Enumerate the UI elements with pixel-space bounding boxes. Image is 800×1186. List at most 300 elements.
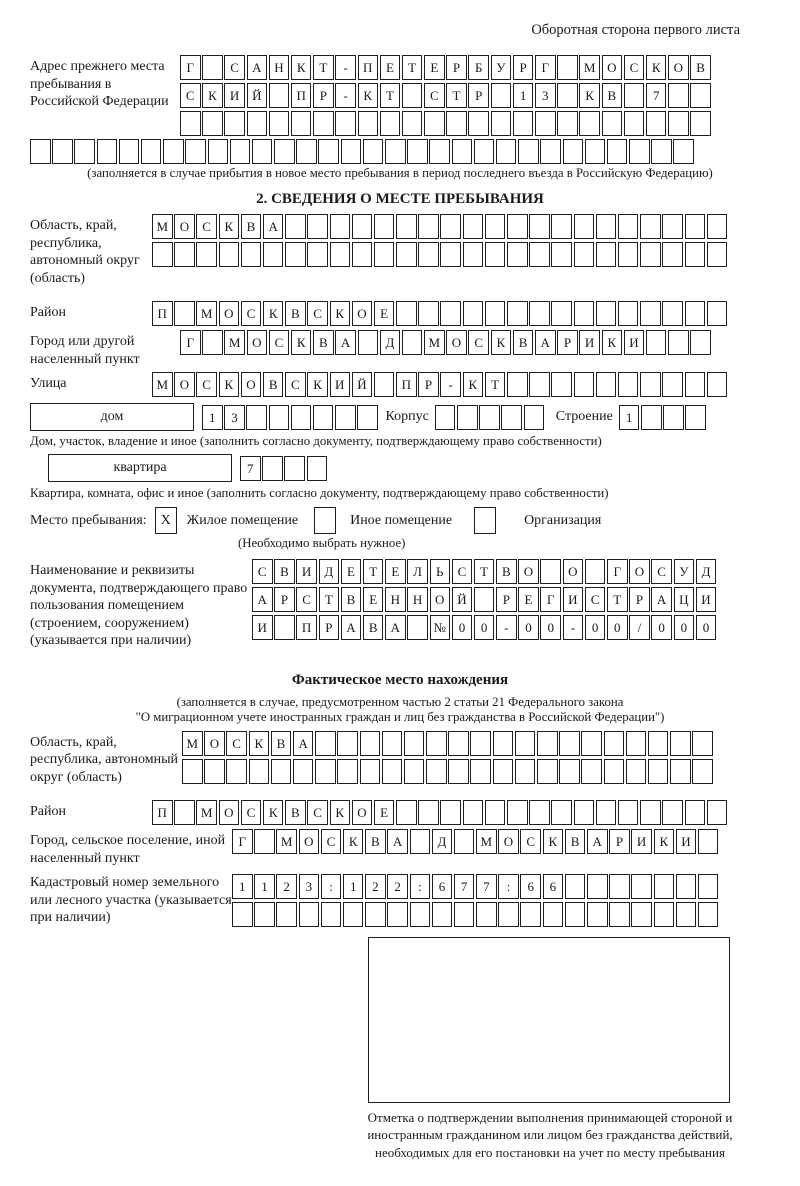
char-cell[interactable]: Е	[424, 55, 445, 80]
char-cell[interactable]: А	[385, 615, 406, 640]
char-cell[interactable]: В	[241, 214, 262, 239]
stay-type-checkbox-residential[interactable]: X	[155, 507, 177, 534]
char-cell[interactable]	[485, 242, 506, 267]
char-cell[interactable]: А	[252, 587, 273, 612]
char-cell[interactable]	[574, 242, 595, 267]
char-cell[interactable]	[585, 559, 606, 584]
char-cell[interactable]: К	[291, 55, 312, 80]
char-cell[interactable]: А	[387, 829, 408, 854]
char-cell[interactable]	[641, 405, 662, 430]
char-cell[interactable]	[440, 800, 461, 825]
char-cell[interactable]	[196, 242, 217, 267]
char-cell[interactable]	[269, 405, 290, 430]
char-cell[interactable]	[563, 139, 584, 164]
char-cell[interactable]	[485, 214, 506, 239]
char-cell[interactable]	[291, 111, 312, 136]
char-cell[interactable]: К	[358, 83, 379, 108]
char-cell[interactable]	[202, 111, 223, 136]
char-cell[interactable]	[358, 330, 379, 355]
char-cell[interactable]	[470, 731, 491, 756]
char-cell[interactable]: С	[224, 55, 245, 80]
char-cell[interactable]	[707, 214, 728, 239]
char-cell[interactable]	[374, 242, 395, 267]
char-cell[interactable]: С	[296, 587, 317, 612]
char-cell[interactable]	[352, 214, 373, 239]
char-cell[interactable]	[252, 139, 273, 164]
char-cell[interactable]: К	[463, 372, 484, 397]
char-cell[interactable]: -	[563, 615, 584, 640]
char-cell[interactable]: 0	[452, 615, 473, 640]
char-cell[interactable]	[690, 83, 711, 108]
char-cell[interactable]	[463, 242, 484, 267]
char-cell[interactable]: Г	[540, 587, 561, 612]
char-cell[interactable]: Г	[232, 829, 253, 854]
char-cell[interactable]	[204, 759, 225, 784]
char-cell[interactable]: Е	[374, 301, 395, 326]
char-cell[interactable]	[692, 731, 713, 756]
char-cell[interactable]	[241, 242, 262, 267]
char-cell[interactable]: Р	[496, 587, 517, 612]
char-cell[interactable]: О	[518, 559, 539, 584]
char-cell[interactable]	[640, 301, 661, 326]
char-cell[interactable]	[418, 301, 439, 326]
char-cell[interactable]: Т	[474, 559, 495, 584]
char-cell[interactable]	[529, 214, 550, 239]
char-cell[interactable]	[407, 615, 428, 640]
char-cell[interactable]: С	[196, 214, 217, 239]
char-cell[interactable]: 1	[254, 874, 275, 899]
char-cell[interactable]: У	[491, 55, 512, 80]
char-cell[interactable]: А	[293, 731, 314, 756]
char-cell[interactable]	[454, 829, 475, 854]
char-cell[interactable]: О	[241, 372, 262, 397]
char-cell[interactable]	[698, 902, 719, 927]
char-cell[interactable]: В	[341, 587, 362, 612]
char-cell[interactable]	[540, 559, 561, 584]
char-cell[interactable]: Д	[319, 559, 340, 584]
char-cell[interactable]: С	[424, 83, 445, 108]
char-cell[interactable]: А	[335, 330, 356, 355]
char-cell[interactable]	[424, 111, 445, 136]
char-cell[interactable]	[507, 301, 528, 326]
char-cell[interactable]: И	[631, 829, 652, 854]
char-cell[interactable]: В	[602, 83, 623, 108]
char-cell[interactable]	[629, 139, 650, 164]
char-cell[interactable]: М	[276, 829, 297, 854]
char-cell[interactable]: В	[263, 372, 284, 397]
char-cell[interactable]: К	[263, 301, 284, 326]
char-cell[interactable]	[307, 456, 328, 481]
char-cell[interactable]	[335, 111, 356, 136]
char-cell[interactable]	[363, 139, 384, 164]
char-cell[interactable]: С	[307, 800, 328, 825]
char-cell[interactable]	[676, 874, 697, 899]
char-cell[interactable]	[330, 242, 351, 267]
char-cell[interactable]: Ь	[430, 559, 451, 584]
char-cell[interactable]	[557, 83, 578, 108]
char-cell[interactable]: 0	[518, 615, 539, 640]
char-cell[interactable]: Н	[407, 587, 428, 612]
char-cell[interactable]	[380, 111, 401, 136]
char-cell[interactable]: Н	[385, 587, 406, 612]
char-cell[interactable]	[360, 731, 381, 756]
char-cell[interactable]	[626, 731, 647, 756]
char-cell[interactable]: Р	[418, 372, 439, 397]
char-cell[interactable]: Р	[513, 55, 534, 80]
char-cell[interactable]	[524, 405, 545, 430]
char-cell[interactable]: С	[585, 587, 606, 612]
char-cell[interactable]: Р	[629, 587, 650, 612]
char-cell[interactable]: О	[204, 731, 225, 756]
char-cell[interactable]: С	[452, 559, 473, 584]
char-cell[interactable]: С	[241, 800, 262, 825]
char-cell[interactable]: М	[196, 800, 217, 825]
char-cell[interactable]	[551, 372, 572, 397]
char-cell[interactable]	[498, 902, 519, 927]
char-cell[interactable]	[426, 759, 447, 784]
char-cell[interactable]	[587, 902, 608, 927]
char-cell[interactable]	[360, 759, 381, 784]
char-cell[interactable]: М	[152, 372, 173, 397]
char-cell[interactable]	[163, 139, 184, 164]
char-cell[interactable]	[382, 759, 403, 784]
char-cell[interactable]	[491, 83, 512, 108]
char-cell[interactable]	[315, 731, 336, 756]
char-cell[interactable]: В	[363, 615, 384, 640]
char-cell[interactable]	[676, 902, 697, 927]
char-cell[interactable]: И	[624, 330, 645, 355]
char-cell[interactable]: О	[629, 559, 650, 584]
char-cell[interactable]: С	[624, 55, 645, 80]
char-cell[interactable]	[385, 139, 406, 164]
char-cell[interactable]: Р	[468, 83, 489, 108]
char-cell[interactable]	[654, 874, 675, 899]
char-cell[interactable]: С	[180, 83, 201, 108]
char-cell[interactable]: Е	[374, 800, 395, 825]
char-cell[interactable]: Г	[535, 55, 556, 80]
char-cell[interactable]	[507, 372, 528, 397]
char-cell[interactable]: М	[579, 55, 600, 80]
char-cell[interactable]	[249, 759, 270, 784]
char-cell[interactable]: И	[296, 559, 317, 584]
char-cell[interactable]	[246, 405, 267, 430]
char-cell[interactable]	[454, 902, 475, 927]
char-cell[interactable]: Т	[402, 55, 423, 80]
char-cell[interactable]: П	[152, 800, 173, 825]
char-cell[interactable]	[485, 800, 506, 825]
char-cell[interactable]: 6	[543, 874, 564, 899]
char-cell[interactable]	[543, 902, 564, 927]
char-cell[interactable]: Д	[380, 330, 401, 355]
char-cell[interactable]: 1	[343, 874, 364, 899]
char-cell[interactable]	[646, 111, 667, 136]
char-cell[interactable]: В	[313, 330, 334, 355]
char-cell[interactable]	[285, 214, 306, 239]
char-cell[interactable]: 3	[299, 874, 320, 899]
char-cell[interactable]: В	[565, 829, 586, 854]
char-cell[interactable]: Г	[180, 55, 201, 80]
char-cell[interactable]	[97, 139, 118, 164]
char-cell[interactable]: Й	[352, 372, 373, 397]
char-cell[interactable]: В	[285, 800, 306, 825]
char-cell[interactable]: 7	[454, 874, 475, 899]
char-cell[interactable]: А	[535, 330, 556, 355]
char-cell[interactable]	[662, 800, 683, 825]
char-cell[interactable]	[307, 214, 328, 239]
char-cell[interactable]	[646, 330, 667, 355]
char-cell[interactable]	[685, 242, 706, 267]
char-cell[interactable]	[518, 139, 539, 164]
char-cell[interactable]	[174, 800, 195, 825]
char-cell[interactable]	[559, 731, 580, 756]
char-cell[interactable]: Г	[607, 559, 628, 584]
char-cell[interactable]: Т	[380, 83, 401, 108]
char-cell[interactable]	[663, 405, 684, 430]
char-cell[interactable]	[707, 242, 728, 267]
char-cell[interactable]: К	[491, 330, 512, 355]
char-cell[interactable]	[440, 242, 461, 267]
char-cell[interactable]	[551, 214, 572, 239]
char-cell[interactable]	[474, 587, 495, 612]
char-cell[interactable]	[152, 242, 173, 267]
char-cell[interactable]: Е	[518, 587, 539, 612]
char-cell[interactable]	[565, 874, 586, 899]
char-cell[interactable]	[673, 139, 694, 164]
char-cell[interactable]	[707, 800, 728, 825]
char-cell[interactable]	[581, 731, 602, 756]
char-cell[interactable]	[493, 759, 514, 784]
char-cell[interactable]: И	[676, 829, 697, 854]
char-cell[interactable]	[274, 139, 295, 164]
char-cell[interactable]	[513, 111, 534, 136]
char-cell[interactable]	[604, 759, 625, 784]
char-cell[interactable]	[341, 139, 362, 164]
char-cell[interactable]	[276, 902, 297, 927]
char-cell[interactable]	[230, 139, 251, 164]
char-cell[interactable]	[520, 902, 541, 927]
char-cell[interactable]: 0	[585, 615, 606, 640]
char-cell[interactable]: В	[513, 330, 534, 355]
char-cell[interactable]	[141, 139, 162, 164]
char-cell[interactable]: И	[330, 372, 351, 397]
char-cell[interactable]: А	[263, 214, 284, 239]
char-cell[interactable]: -	[335, 55, 356, 80]
char-cell[interactable]	[299, 902, 320, 927]
char-cell[interactable]	[685, 800, 706, 825]
char-cell[interactable]	[507, 800, 528, 825]
char-cell[interactable]	[185, 139, 206, 164]
char-cell[interactable]	[574, 372, 595, 397]
char-cell[interactable]	[396, 242, 417, 267]
char-cell[interactable]: А	[651, 587, 672, 612]
char-cell[interactable]	[293, 759, 314, 784]
char-cell[interactable]: М	[196, 301, 217, 326]
char-cell[interactable]: К	[579, 83, 600, 108]
char-cell[interactable]	[507, 214, 528, 239]
char-cell[interactable]: -	[496, 615, 517, 640]
char-cell[interactable]: Н	[269, 55, 290, 80]
char-cell[interactable]: О	[174, 372, 195, 397]
char-cell[interactable]	[670, 731, 691, 756]
char-cell[interactable]: Р	[557, 330, 578, 355]
char-cell[interactable]	[119, 139, 140, 164]
char-cell[interactable]: К	[343, 829, 364, 854]
char-cell[interactable]	[313, 111, 334, 136]
char-cell[interactable]	[585, 139, 606, 164]
char-cell[interactable]	[707, 372, 728, 397]
char-cell[interactable]: В	[690, 55, 711, 80]
char-cell[interactable]	[285, 242, 306, 267]
char-cell[interactable]	[313, 405, 334, 430]
char-cell[interactable]: Л	[407, 559, 428, 584]
char-cell[interactable]	[618, 800, 639, 825]
char-cell[interactable]: К	[543, 829, 564, 854]
char-cell[interactable]	[640, 372, 661, 397]
char-cell[interactable]: Е	[363, 587, 384, 612]
char-cell[interactable]	[596, 301, 617, 326]
char-cell[interactable]: -	[440, 372, 461, 397]
char-cell[interactable]	[574, 301, 595, 326]
char-cell[interactable]: О	[430, 587, 451, 612]
char-cell[interactable]	[474, 139, 495, 164]
char-cell[interactable]: О	[602, 55, 623, 80]
char-cell[interactable]	[624, 83, 645, 108]
char-cell[interactable]	[540, 139, 561, 164]
char-cell[interactable]	[429, 139, 450, 164]
char-cell[interactable]	[618, 214, 639, 239]
char-cell[interactable]	[626, 759, 647, 784]
char-cell[interactable]	[296, 139, 317, 164]
char-cell[interactable]: Т	[607, 587, 628, 612]
char-cell[interactable]	[618, 301, 639, 326]
char-cell[interactable]	[426, 731, 447, 756]
char-cell[interactable]: 7	[240, 456, 261, 481]
char-cell[interactable]	[387, 902, 408, 927]
char-cell[interactable]: С	[226, 731, 247, 756]
char-cell[interactable]	[670, 759, 691, 784]
char-cell[interactable]: П	[296, 615, 317, 640]
char-cell[interactable]: Т	[313, 55, 334, 80]
char-cell[interactable]	[651, 139, 672, 164]
char-cell[interactable]	[631, 902, 652, 927]
char-cell[interactable]: П	[291, 83, 312, 108]
char-cell[interactable]	[404, 731, 425, 756]
char-cell[interactable]: Й	[452, 587, 473, 612]
char-cell[interactable]: И	[224, 83, 245, 108]
char-cell[interactable]	[208, 139, 229, 164]
char-cell[interactable]	[596, 800, 617, 825]
char-cell[interactable]	[269, 83, 290, 108]
char-cell[interactable]	[685, 301, 706, 326]
char-cell[interactable]	[685, 372, 706, 397]
char-cell[interactable]	[662, 372, 683, 397]
char-cell[interactable]	[402, 111, 423, 136]
char-cell[interactable]: В	[365, 829, 386, 854]
char-cell[interactable]	[640, 800, 661, 825]
char-cell[interactable]	[357, 405, 378, 430]
char-cell[interactable]	[648, 731, 669, 756]
char-cell[interactable]	[640, 214, 661, 239]
char-cell[interactable]: О	[498, 829, 519, 854]
char-cell[interactable]	[274, 615, 295, 640]
stay-type-checkbox-organization[interactable]	[474, 507, 496, 534]
char-cell[interactable]	[515, 731, 536, 756]
char-cell[interactable]: №	[430, 615, 451, 640]
char-cell[interactable]	[440, 301, 461, 326]
char-cell[interactable]: Д	[696, 559, 717, 584]
char-cell[interactable]	[596, 242, 617, 267]
char-cell[interactable]: :	[321, 874, 342, 899]
char-cell[interactable]: 1	[513, 83, 534, 108]
char-cell[interactable]: 0	[540, 615, 561, 640]
char-cell[interactable]	[352, 242, 373, 267]
char-cell[interactable]	[202, 330, 223, 355]
char-cell[interactable]	[507, 242, 528, 267]
char-cell[interactable]: К	[654, 829, 675, 854]
char-cell[interactable]	[479, 405, 500, 430]
char-cell[interactable]	[404, 759, 425, 784]
char-cell[interactable]: С	[520, 829, 541, 854]
char-cell[interactable]	[402, 83, 423, 108]
char-cell[interactable]	[468, 111, 489, 136]
char-cell[interactable]	[382, 731, 403, 756]
char-cell[interactable]: В	[496, 559, 517, 584]
char-cell[interactable]	[496, 139, 517, 164]
char-cell[interactable]: 0	[696, 615, 717, 640]
char-cell[interactable]	[463, 214, 484, 239]
char-cell[interactable]	[607, 139, 628, 164]
char-cell[interactable]	[707, 301, 728, 326]
char-cell[interactable]	[374, 372, 395, 397]
char-cell[interactable]	[202, 55, 223, 80]
char-cell[interactable]: О	[299, 829, 320, 854]
char-cell[interactable]	[535, 111, 556, 136]
char-cell[interactable]	[232, 902, 253, 927]
char-cell[interactable]	[396, 800, 417, 825]
char-cell[interactable]: Е	[380, 55, 401, 80]
char-cell[interactable]	[609, 902, 630, 927]
char-cell[interactable]	[396, 301, 417, 326]
char-cell[interactable]: И	[579, 330, 600, 355]
char-cell[interactable]: О	[352, 800, 373, 825]
char-cell[interactable]	[284, 456, 305, 481]
char-cell[interactable]: У	[674, 559, 695, 584]
char-cell[interactable]: К	[202, 83, 223, 108]
char-cell[interactable]: М	[424, 330, 445, 355]
char-cell[interactable]: П	[358, 55, 379, 80]
char-cell[interactable]	[654, 902, 675, 927]
char-cell[interactable]	[501, 405, 522, 430]
char-cell[interactable]: О	[668, 55, 689, 80]
char-cell[interactable]	[435, 405, 456, 430]
char-cell[interactable]: Е	[385, 559, 406, 584]
char-cell[interactable]: П	[396, 372, 417, 397]
char-cell[interactable]: -	[335, 83, 356, 108]
char-cell[interactable]	[321, 902, 342, 927]
char-cell[interactable]: С	[196, 372, 217, 397]
char-cell[interactable]: 3	[224, 405, 245, 430]
char-cell[interactable]	[254, 829, 275, 854]
char-cell[interactable]	[440, 214, 461, 239]
char-cell[interactable]: О	[352, 301, 373, 326]
char-cell[interactable]	[529, 372, 550, 397]
stay-type-checkbox-other[interactable]	[314, 507, 336, 534]
char-cell[interactable]: С	[285, 372, 306, 397]
char-cell[interactable]: 2	[387, 874, 408, 899]
char-cell[interactable]	[551, 242, 572, 267]
char-cell[interactable]	[537, 731, 558, 756]
char-cell[interactable]	[690, 330, 711, 355]
